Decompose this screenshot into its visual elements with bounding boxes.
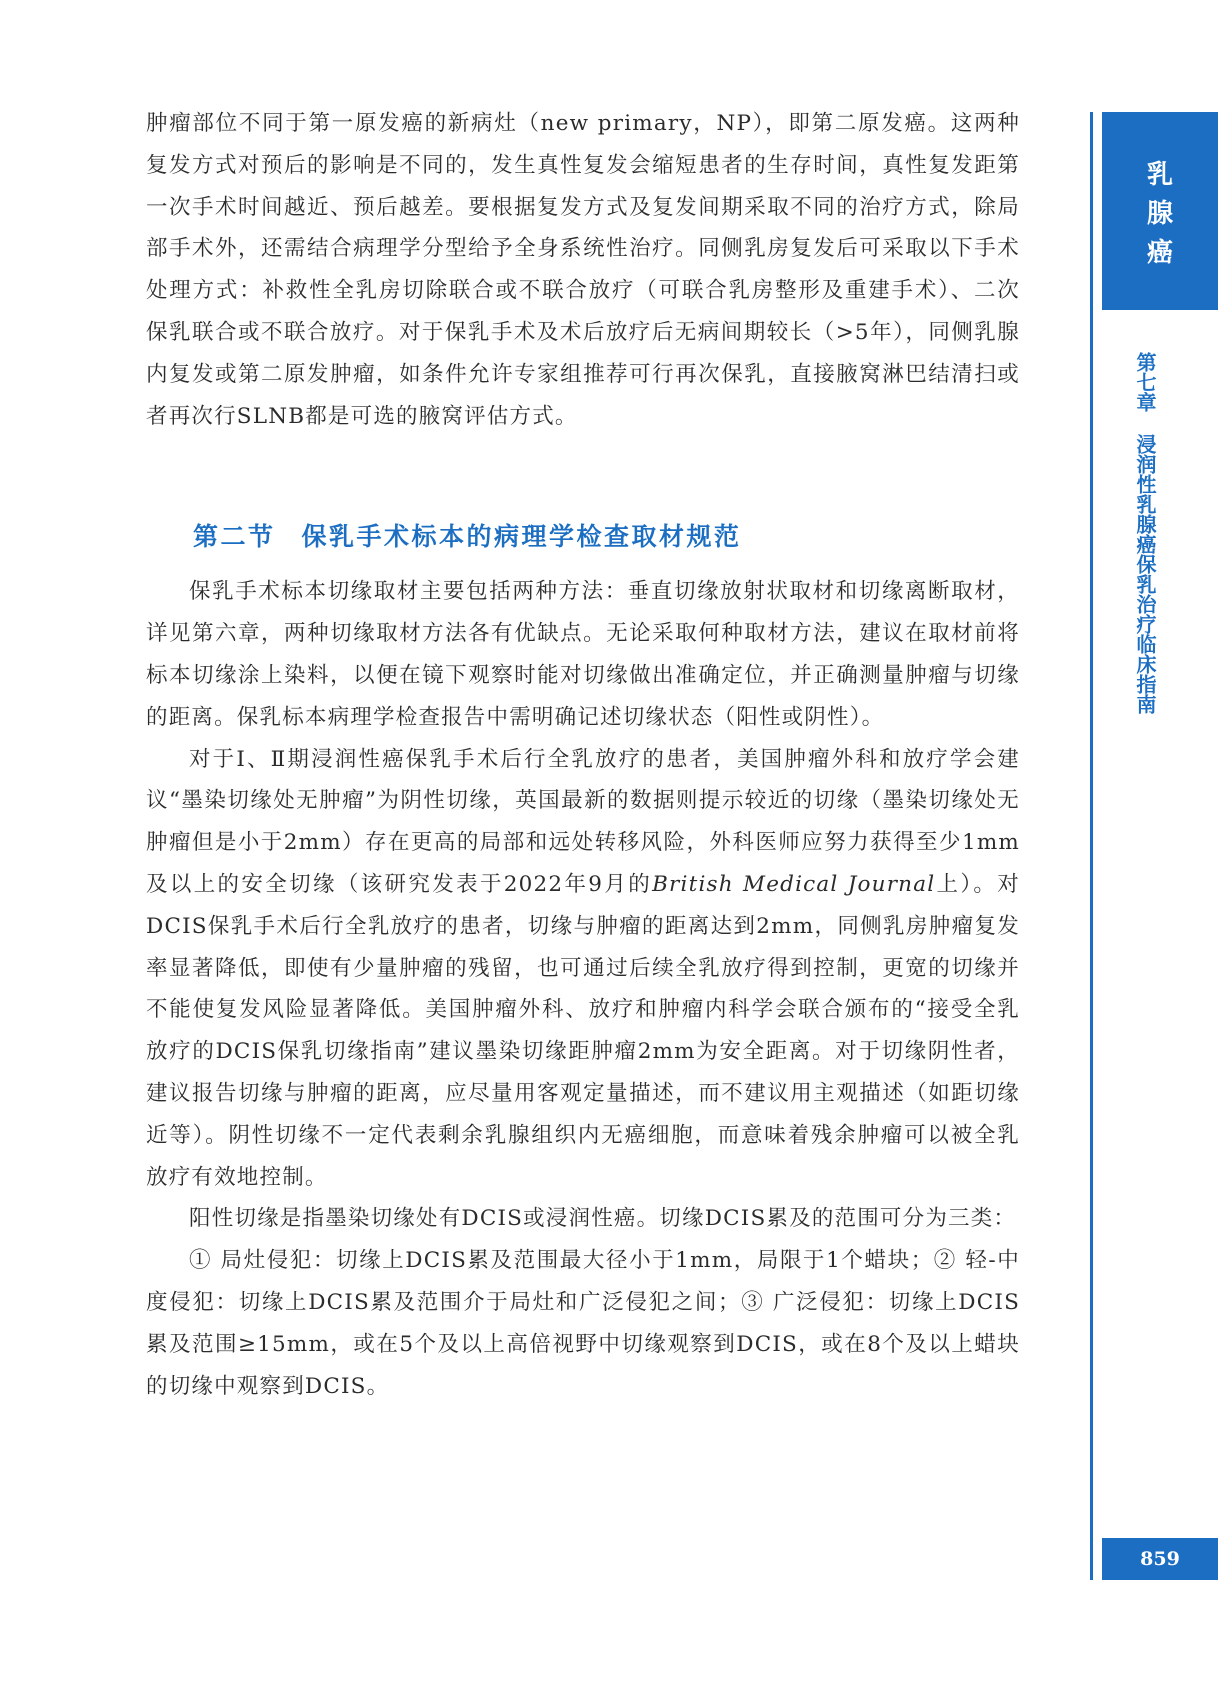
page-body (146, 103, 1020, 1407)
chapter-running-title (1125, 352, 1165, 714)
paragraph-2-part-a: 对于Ⅰ、Ⅱ期浸润性癌保乳手术后行全乳放疗的患者，美国肿瘤外科和放疗学会建议“墨染切缘处无肿瘤”为阴性切缘，英国最新的数据则提示较近的切缘（墨染切缘处无肿瘤但是小于2mm）存在更高的局部和远处转移风险，外科医师应努力获得至少1mm及以上的安全切缘（该研究发表于2022年9月的 (146, 746, 1020, 897)
section-number: 第二节 (193, 522, 276, 552)
intro-paragraph: 肿瘤部位不同于第一原发癌的新病灶（new primary，NP），即第二原发癌。这两种复发方式对预后的影响是不同的，发生真性复发会缩短患者的生存时间，真性复发距第一次手术时间越近、预后越差。要根据复发方式及复发间期采取不同的治疗方式，除局部手术外，还需结合病理学分型给予全身系统性治疗。同侧乳房复发后可采取以下手术处理方式：补救性全乳房切除联合或不联合放疗（可联合乳房整形及重建手术）、二次保乳联合或不联合放疗。对于保乳手术及术后放疗后无病间期较长（>5年），同侧乳腺内复发或第二原发肿瘤，如条件允许专家组推荐可行再次保乳，直接腋窝淋巴结清扫或者再次行SLNB都是可选的腋窝评估方式。 (146, 111, 1020, 429)
journal-name: British Medical Journal (652, 871, 936, 897)
section-heading (193, 517, 1020, 557)
book-section-tab (1102, 112, 1218, 310)
page-number: 859 (1102, 1538, 1218, 1580)
paragraph-2 (146, 739, 1020, 1199)
paragraph-1: 保乳手术标本切缘取材主要包括两种方法：垂直切缘放射状取材和切缘离断取材，详见第六章，两种切缘取材方法各有优缺点。无论采取何种取材方法，建议在取材前将标本切缘涂上染料，以便在镜下观察时能对切缘做出准确定位，并正确测量肿瘤与切缘的距离。保乳标本病理学检查报告中需明确记述切缘状态（阳性或阴性）。 (146, 579, 1020, 730)
tab-char: 癌 (1146, 238, 1173, 268)
paragraph-2-part-b: 上）。对DCIS保乳手术后行全乳放疗的患者，切缘与肿瘤的距离达到2mm，同侧乳房肿瘤复发率显著降低，即使有少量肿瘤的残留，也可通过后续全乳放疗得到控制，更宽的切缘并不能使复发风险显著降低。美国肿瘤外科、放疗和肿瘤内科学会联合颁布的“接受全乳放疗的DCIS保乳切缘指南”建议墨染切缘距肿瘤2mm为安全距离。对于切缘阴性者，建议报告切缘与肿瘤的距离，应尽量用客观定量描述，而不建议用主观描述（如距切缘近等）。阴性切缘不一定代表剩余乳腺组织内无癌细胞，而意味着残余肿瘤可以被全乳放疗有效地控制。 (146, 871, 1020, 1190)
sidebar-divider (1090, 112, 1093, 1580)
paragraph-4: ① 局灶侵犯：切缘上DCIS累及范围最大径小于1mm，局限于1个蜡块；② 轻-中度侵犯：切缘上DCIS累及范围介于局灶和广泛侵犯之间；③ 广泛侵犯：切缘上DCIS累及范围≥15mm，或在5个及以上高倍视野中切缘观察到DCIS，或在8个及以上蜡块的切缘中观察到DCIS。 (146, 1248, 1020, 1399)
section-title: 保乳手术标本的病理学检查取材规范 (301, 522, 742, 552)
chapter-number: 第七章 (1133, 352, 1157, 412)
paragraph-3: 阳性切缘是指墨染切缘处有DCIS或浸润性癌。切缘DCIS累及的范围可分为三类： (189, 1206, 1017, 1232)
chapter-title: 浸润性乳腺癌保乳治疗临床指南 (1133, 434, 1157, 714)
tab-char: 腺 (1146, 199, 1173, 229)
tab-char: 乳 (1146, 160, 1173, 190)
